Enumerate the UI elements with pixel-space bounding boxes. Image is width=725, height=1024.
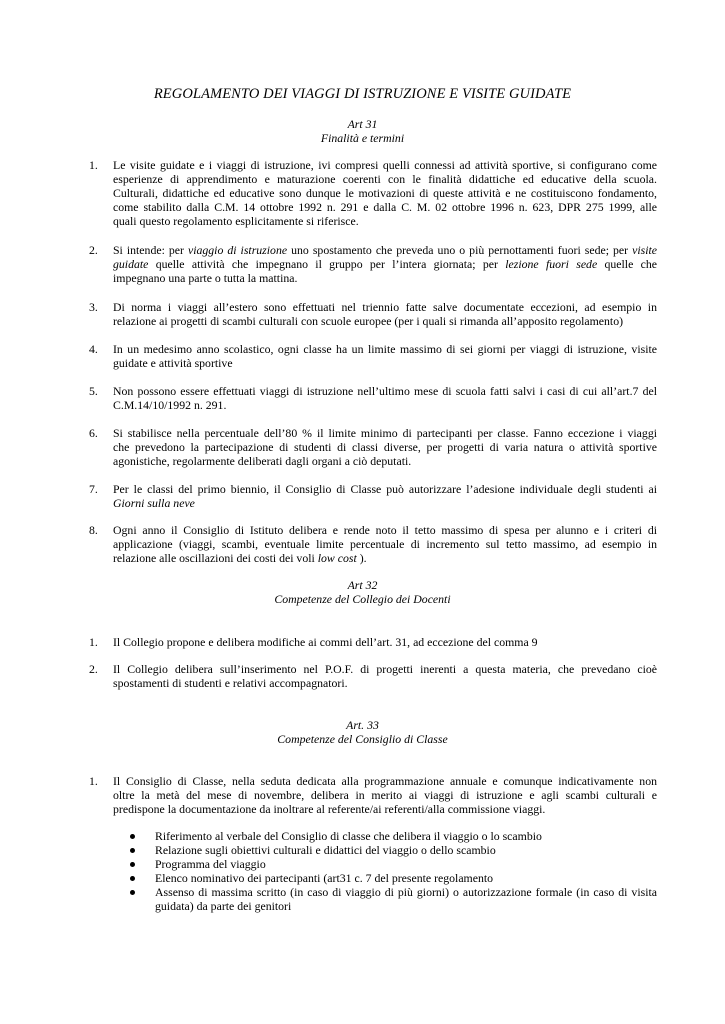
list-item-text: Assenso di massima scritto (in caso di viaggio di più giorni) o autorizzazione formale (in caso di visita guidata) da parte dei genitori: [155, 885, 657, 913]
list-item-text: Relazione sugli obiettivi culturali e didattici del viaggio o dello scambio: [155, 843, 496, 857]
text-line: quali questo regolamento esplicitamente si riferisce.: [113, 214, 359, 228]
term-giorni-sulla-neve: Giorni sulla neve: [113, 496, 195, 510]
text-run: quelle attività che impegnano il gruppo per l’intera giornata; per: [148, 257, 506, 271]
text-line: In un medesimo anno scolastico, ogni classe ha un limite massimo di sei giorni per viaggi di istruzione, visite: [113, 342, 657, 356]
term-low-cost: low cost: [317, 551, 357, 565]
text-line: [113, 257, 657, 271]
text-line: Il Collegio propone e delibera modifiche ai commi dell’art. 31, ad eccezione del comma 9: [113, 635, 538, 649]
text-line: Ogni anno il Consiglio di Istituto delibera e rende noto il tetto massimo di spesa per alunno e i criteri di: [113, 523, 657, 537]
bullet-icon: [130, 876, 135, 881]
list-item: [130, 857, 657, 871]
text-line: Il Consiglio di Classe, nella seduta dedicata alla programmazione annuale e comunque indicativamente non: [113, 774, 657, 788]
text-line: [113, 496, 657, 510]
text-line: applicazione (viaggi, scambi, eventuale limite percentuale di incremento sul tetto massimo, ad esempio in: [113, 537, 657, 551]
art31-subheading: Finalità e termini: [320, 131, 405, 145]
bullet-icon: [130, 862, 135, 867]
item-number: 1.: [89, 635, 98, 649]
item-number: 1.: [89, 158, 98, 172]
bullet-icon: [130, 890, 135, 895]
text-run: quelle che: [597, 257, 657, 271]
text-line: Non possono essere effettuati viaggi di istruzione nell’ultimo mese di scuola fatti salvi i casi di cui all’art.7 del: [113, 384, 657, 398]
item-number: 2.: [89, 662, 98, 676]
text-line: che prevedono la partecipazione di studenti di classi diverse, per progetti di varia natura o attività sportive: [113, 440, 657, 454]
text-run: uno spostamento che preveda uno o più pernottamenti fuori sede; per: [287, 243, 633, 257]
art33-header: [0, 718, 725, 746]
text-line: Per le classi del primo biennio, il Consiglio di Classe può autorizzare l’adesione individuale degli studenti ai: [113, 482, 657, 496]
text-line: guidate e attività sportive: [113, 356, 233, 370]
art31-heading: Art 31: [347, 117, 378, 131]
term-guidate: guidate: [113, 257, 149, 271]
list-item: [130, 843, 657, 857]
item-number: 5.: [89, 384, 98, 398]
text-line: spostamenti di studenti e relativi accompagnatori.: [113, 676, 348, 690]
text-line: Le visite guidate e i viaggi di istruzione, ivi compresi quelli connessi ad attività sportive, si configurano come: [113, 158, 657, 172]
item-number: 8.: [89, 523, 98, 537]
art33-heading: Art. 33: [346, 718, 379, 732]
text-line: Il Collegio delibera sull’inserimento nel P.O.F. di progetti inerenti a questa materia, che prevedano cioè: [113, 662, 657, 676]
list-item: [130, 829, 657, 843]
text-line: relazione ai progetti di scambi culturali con scuole europee (per i quali si rimanda all’apposito regolamento): [113, 314, 624, 328]
art33-subheading: Competenze del Consiglio di Classe: [277, 732, 448, 746]
art32-header: [0, 578, 725, 606]
text-run: relazione alle oscillazioni dei costi dei voli: [113, 551, 318, 565]
list-item: [130, 871, 657, 885]
text-line: Di norma i viaggi all’estero sono effettuati nel triennio fatte salve documentate eccezioni, ad esempio in: [113, 300, 657, 314]
item-number: 2.: [89, 243, 98, 257]
list-item: [130, 885, 657, 913]
list-item-text: Elenco nominativo dei partecipanti (art31 c. 7 del presente regolamento: [155, 871, 494, 885]
art32-heading: Art 32: [347, 578, 378, 592]
item-number: 7.: [89, 482, 98, 496]
list-item-text: Riferimento al verbale del Consiglio di classe che delibera il viaggio o lo scambio: [155, 829, 542, 843]
text-line: agonistiche, regolarmente deliberati dagli organi a ciò deputati.: [113, 454, 412, 468]
item-number: 1.: [89, 774, 98, 788]
term-visite: visite: [632, 243, 658, 257]
art33-document-list: [130, 829, 657, 913]
bullet-icon: [130, 848, 135, 853]
text-line: C.M.14/10/1992 n. 291.: [113, 398, 227, 412]
text-run: ).: [356, 551, 367, 565]
art31-header: [0, 117, 725, 145]
document-title: REGOLAMENTO DEI VIAGGI DI ISTRUZIONE E VISITE GUIDATE: [153, 86, 572, 102]
text-line: oltre la metà del mese di novembre, delibera in merito ai viaggi di istruzione e agli scambi culturali e: [113, 788, 657, 802]
list-item-text: Programma del viaggio: [155, 857, 266, 871]
text-line: Si stabilisce nella percentuale dell’80 % il limite minimo di partecipanti per classe. Fanno eccezione i viaggi: [113, 426, 657, 440]
item-number: 4.: [89, 342, 98, 356]
text-line: esperienze di apprendimento e maturazione coerenti con le finalità didattiche ed educative della scuola.: [113, 172, 657, 186]
text-run: Si intende: per: [113, 243, 188, 257]
text-line: [113, 243, 657, 257]
text-line: predispone la documentazione da inoltrare al referente/ai referenti/alla commissione viaggi.: [113, 802, 546, 816]
text-line: come stabilito dalla C.M. 14 ottobre 1992 n. 291 e dalla C. M. 02 ottobre 1996 n. 623, DPR 275 1999, alle: [113, 200, 657, 214]
bullet-icon: [130, 834, 135, 839]
term-viaggio-di-istruzione: viaggio di istruzione: [187, 243, 288, 257]
item-number: 3.: [89, 300, 98, 314]
term-lezione-fuori-sede: lezione fuori sede: [505, 257, 598, 271]
text-line: Culturali, didattiche ed educative sono dunque le motivazioni di queste attività e ne costituiscono fondamento,: [113, 186, 657, 200]
art32-subheading: Competenze del Collegio dei Docenti: [274, 592, 451, 606]
text-line: [113, 551, 657, 565]
item-number: 6.: [89, 426, 98, 440]
text-line: impegnano una parte o tutta la mattina.: [113, 271, 298, 285]
